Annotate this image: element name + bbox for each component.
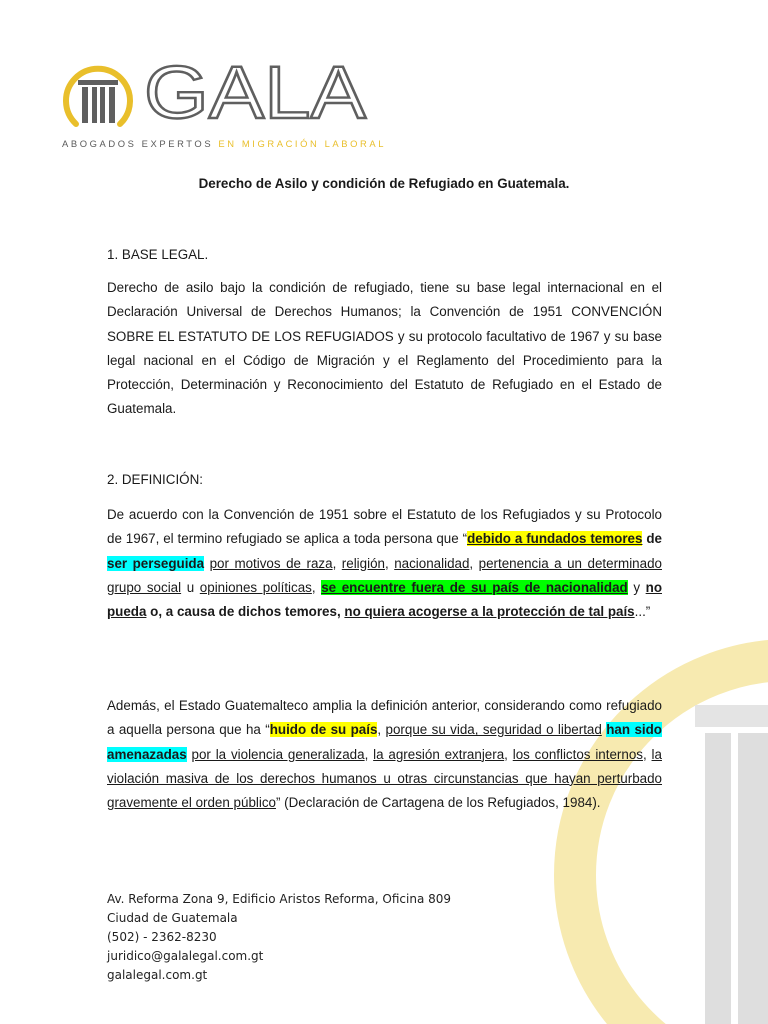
footer-city: Ciudad de Guatemala: [107, 911, 238, 925]
paragraph-estado-guatemalteco: [107, 694, 662, 815]
section-heading-base-legal: 1. BASE LEGAL.: [107, 247, 209, 262]
underline-opiniones-politicas: opiniones políticas: [199, 579, 312, 595]
brand-wordmark: [144, 56, 369, 126]
brand-name: GALA: [144, 56, 367, 126]
text-run: ,: [364, 746, 374, 762]
underline-no-quiera-acogerse: no quiera acogerse a la protección de tal país: [344, 604, 635, 620]
text-run: Además, el Estado Guatemalteco amplia la definición anterior, considerando como refugiado a aquella persona que ha “: [107, 698, 662, 738]
text-run: o, a causa de dichos temores,: [146, 604, 345, 620]
underline-conflictos: los conflictos internos: [512, 746, 643, 762]
underline-grupo-social: pertenencia a un determinado grupo social: [107, 555, 662, 595]
text-run: ,: [469, 555, 479, 571]
underline-vida-seguridad: porque su vida, seguridad o libertad: [385, 722, 602, 738]
text-run: ,: [642, 746, 652, 762]
underline-violencia: por la violencia generalizada: [191, 746, 365, 762]
footer-website: galalegal.com.gt: [107, 968, 208, 982]
tagline-main: ABOGADOS EXPERTOS: [62, 138, 214, 149]
text-run: ,: [332, 555, 342, 571]
gala-logo: [60, 56, 387, 150]
tagline-accent: EN MIGRACIÓN LABORAL: [218, 138, 387, 149]
underline-motivos-raza: por motivos de raza: [209, 555, 333, 571]
text-run: ,: [311, 579, 322, 595]
highlight-huido-de-su-pais: huido de su país: [269, 722, 378, 738]
underline-violacion-masiva: la violación masiva de los derechos humanos u otras circunstancias que hayan perturbado gravemente el orden público: [107, 746, 662, 811]
footer-phone: (502) - 2362-8230: [107, 930, 217, 944]
text-run: De acuerdo con la Convención de 1951 sobre el Estatuto de los Refugiados y su Protocolo de 1967, el termino refugiado se aplica a toda persona que “: [107, 507, 662, 547]
text-run: u: [181, 579, 200, 595]
underline-nacionalidad: nacionalidad: [394, 555, 470, 571]
paragraph-definicion: [107, 503, 662, 624]
footer-address: Av. Reforma Zona 9, Edificio Aristos Reforma, Oficina 809: [107, 892, 452, 906]
document-title: Derecho de Asilo y condición de Refugiado en Guatemala.: [198, 176, 570, 191]
highlight-amenazadas: han sido amenazadas: [107, 722, 662, 762]
text-run: ,: [384, 555, 395, 571]
highlight-ser-perseguida: ser perseguida: [107, 555, 205, 571]
underline-religion: religión: [341, 555, 385, 571]
footer-email: juridico@galalegal.com.gt: [107, 949, 264, 963]
pillar-icon: [60, 58, 136, 134]
text-run: ,: [377, 722, 386, 738]
paragraph-base-legal: Derecho de asilo bajo la condición de refugiado, tiene su base legal internacional en el Declaración Universal de Derechos Humanos; la Convención de 1951 CONVENCIÓN SOBRE EL ESTATUTO DE LOS REFUGIADOS y su protocolo facultativo de 1967 y su base legal nacional en el Código de Migración y el Reglamento del Procedimiento para la Protección, Determinación y Reconocimiento del Estatuto de Refugiado en el Estado de Guatemala.: [107, 280, 662, 417]
brand-tagline: [62, 138, 386, 149]
text-run: ,: [504, 746, 513, 762]
text-run: y: [627, 579, 646, 595]
highlight-fundados-temores: debido a fundados temores: [467, 531, 643, 547]
text-run: de: [646, 531, 662, 547]
footer-contact: [107, 890, 451, 985]
underline-agresion: la agresión extranjera: [373, 746, 505, 762]
underline-no-pueda: no pueda: [107, 579, 662, 620]
highlight-fuera-de-su-pais: se encuentre fuera de su país de nacionalidad: [321, 579, 628, 595]
section-heading-definicion: 2. DEFINICIÓN:: [107, 472, 203, 487]
text-run: ” (Declaración de Cartagena de los Refugiados, 1984).: [275, 795, 601, 811]
text-run: ...”: [634, 604, 651, 620]
